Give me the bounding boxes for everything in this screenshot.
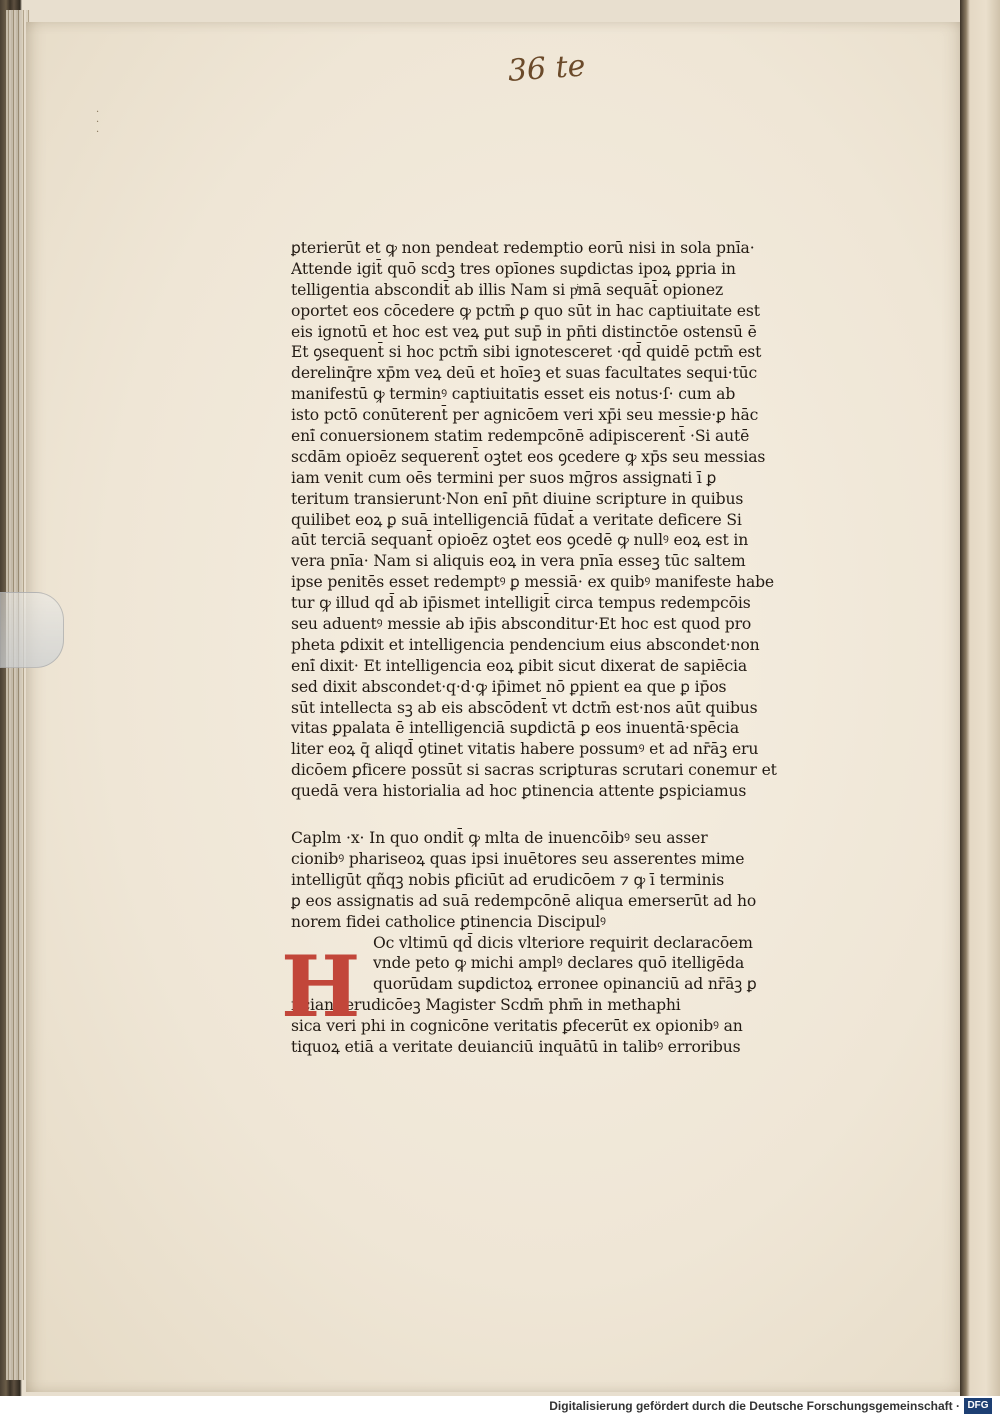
text-line: intelligūt qñqꝫ nobis ꝑficiūt ad erudicōem ⁊ ꝙ ī terminis	[291, 870, 725, 889]
text-paragraph-2	[291, 995, 831, 1058]
text-line: quilibet eoꝝ ꝑ suā intelligenciā fūdat̄ a veritate deficere Si	[291, 510, 742, 529]
text-line: oportet eos cōcedere ꝙ pctm̄ ꝑ quo sūt in hac captiuitate est	[291, 301, 760, 320]
text-line: quedā vera historialia ad hoc ꝑtinencia attente ꝑspiciamus	[291, 782, 747, 801]
text-line: seu aduentꝰ messie ab ip̄is absconditur·Et hoc est quod pro	[291, 615, 752, 634]
text-line: isto pctō conūterent̄ per agnicōem veri xp̄i seu messie·ꝑ hāc	[291, 406, 759, 425]
dfg-logo: DFG	[964, 1398, 992, 1414]
text-line: dicōem ꝑficere possūt si sacras scriꝑturas scrutari conemur et	[291, 761, 777, 780]
text-line: manifestū ꝙ terminꝰ captiuitatis esset eis notus·ſ· cum ab	[291, 385, 736, 404]
text-line: Attende igit̄ quō scdꝫ tres opīones suꝑdictas ipoꝝ ꝑpria in	[291, 259, 736, 278]
text-line: teritum transierunt·Non eni̇̄ pn̄t diuine scripture in quibus	[291, 489, 744, 508]
text-line: vnde peto ꝙ michi amplꝰ declares quō itelligēda	[373, 954, 745, 973]
text-line: derelinq̄re xp̄m veꝝ deū et hoīeꝫ et suas facultates sequi·tūc	[291, 364, 758, 383]
text-line: telligentia abscondit̄ ab illis Nam si pͥmā sequāt̄ opionez	[291, 280, 724, 299]
decorated-initial-letter: H	[281, 937, 361, 1036]
text-line: aūt terciā sequant̄ opioēz oꝫtet eos ꝯcedē ꝙ nullꝰ eoꝝ est in	[291, 531, 749, 550]
text-line: pheta ꝑdixit et intelligencia pendencium eius abscondet·non	[291, 635, 760, 654]
page-clip	[0, 592, 64, 668]
text-line: eni̇̄ dixit· Et intelligencia eoꝝ ꝑibit sicut dixerat de sapiēcia	[291, 656, 748, 675]
text-paragraph-initial	[291, 933, 831, 996]
paragraph-gap	[291, 802, 831, 828]
text-line: sed dixit abscondet·q·d·ꝙ ip̄imet nō ꝑpient ea que ꝑ ip̄os	[291, 677, 727, 696]
text-line: tur ꝙ illud qd̄ ab ip̄ismet intelligit̄ circa tempus redempcōis	[291, 594, 751, 613]
margin-marks: · · ·	[96, 107, 100, 138]
text-line: eni̇̄ conuersionem statim redempcōnē adipiscerent̄ ·Si autē	[291, 427, 750, 446]
text-line: iam venit cum oēs termini per suos mḡros assignati ī ꝑ	[291, 468, 717, 487]
text-line: ꝑ eos assignatis ad suā redempcōnē aliqua emerserūt ad ho	[291, 891, 757, 910]
text-line: quorūdam suꝑdictoꝝ erronee opinanciū ad nr̄āꝫ ꝑ	[373, 975, 757, 994]
text-line: vitas ꝑpalata ē intelligenciā suꝑdictā ꝑ eos inuentā·spēcia	[291, 719, 740, 738]
text-line: ficiant erudicōeꝫ Magister Scdm̄ phm̄ in methaphi	[291, 996, 681, 1015]
text-line: eis ignotū et hoc est veꝝ ꝑut sup̄ in pn̄ti distinctōe ostensū ē	[291, 322, 757, 341]
book-binding-edge	[960, 0, 1000, 1396]
text-line: ꝑterierūt et ꝙ non pendeat redemptio eorū nisi in sola pnīa·	[291, 239, 755, 257]
text-line: tiquoꝝ etiā a veritate deuianciū inquātū in talibꝰ erroribus	[291, 1037, 741, 1056]
text-line: norem fidei catholice ꝑtinencia Discipulꝰ	[291, 912, 606, 931]
text-line: Caplm ·x· In quo ondit̄ ꝙ mlta de inuencōibꝰ seu asser	[291, 829, 708, 848]
text-line: vera pnīa· Nam si aliquis eoꝝ in vera pnīa esseꝫ tūc saltem	[291, 552, 746, 571]
footer-bar	[0, 1396, 1000, 1417]
folio-number: 36 te	[506, 48, 587, 89]
text-paragraph-1	[291, 238, 831, 802]
main-text-block	[291, 238, 831, 1058]
text-line: ipse penitēs esset redemptꝰ ꝑ messiā· ex quibꝰ manifeste habe	[291, 573, 774, 592]
chapter-heading-paragraph	[291, 828, 831, 932]
text-line: Et ꝯsequent̄ si hoc pctm̄ sibi ignotesceret ·qd̄ quidē pctm̄ est	[291, 343, 762, 362]
text-line: sūt intellecta sꝫ ab eis abscōdent̄ vt dctm̄ est·nos aūt quibus	[291, 698, 758, 717]
text-line: sica veri phi in cognicōne veritatis ꝑfecerūt ex opionibꝰ an	[291, 1017, 743, 1036]
funding-credit: Digitalisierung gefördert durch die Deutsche Forschungsgemeinschaft ·	[549, 1399, 960, 1413]
text-line: Oc vltimū qd̄ dicis vlteriore requirit declaracōem	[373, 933, 753, 952]
text-line: scdām opioēz sequerent̄ oꝫtet eos ꝯcedere ꝙ xp̄s seu messias	[291, 447, 766, 466]
text-line: liter eoꝝ q̄ aliqd̄ ꝯtinet vitatis habere possumꝰ et ad nr̄āꝫ eru	[291, 740, 759, 759]
text-line: cionibꝰ phariseoꝝ quas ipsi inuētores seu asserentes mime	[291, 849, 745, 868]
